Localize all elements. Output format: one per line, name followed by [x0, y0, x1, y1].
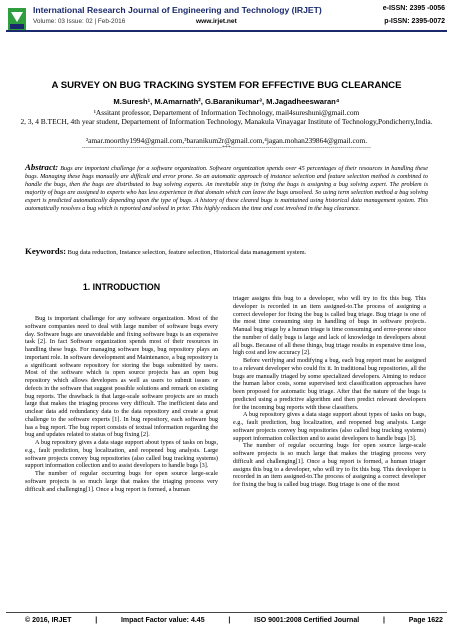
keywords-text: Bug data reduction, Instance selection, feature selection, Historical data management system. [67, 249, 307, 256]
paper-authors: M.Suresh¹, M.Amarnath², G.Baranikumar³, M.Jagadheeswaran⁴ [113, 97, 340, 106]
iso-certification: ISO 9001:2008 Certified Journal [254, 617, 360, 624]
e-issn: e-ISSN: 2395 -0056 [382, 5, 445, 12]
paper-title: A SURVEY ON BUG TRACKING SYSTEM FOR EFFECTIVE BUG CLEARANCE [51, 80, 402, 91]
affiliation-2: 2, 3, 4 B.TECH, 4th year student, Departement of Information Technology, Manakula Vinayagar Institute of Technology,Pondicherry,India. [20, 117, 433, 126]
volume-issue: Volume: 03 Issue: 02 | Feb-2016 [33, 18, 126, 25]
paragraph: The number of regular occurring bugs for open source large-scale software projects is so much large that makes the triaging process very difficult and challenging[1]. Once a bug report is formed, a human triager assigns this bug to a developer, who will try to fix this bug. This developer is recorded in an item assigned-to.The process of assigning a correct developer for fixing the bug is called bug triage. Bug triage is one of the most [233, 442, 426, 488]
author-emails: ²amar.moorthy1994@gmail.com,³baranikum2r@gmail.com,⁴jagan.mohan239864@gmail.com. [85, 136, 368, 145]
copyright: © 2016, IRJET [25, 617, 72, 624]
paragraph: Bug is important challenge for any software organization. Most of the software companies need to deal with large number of software bugs every day. Software bugs are unavoidable and fixing software bugs is an expensive task [2]. In fact Software organization spends most of their resources in handling these bugs. For managing software bugs, bug repository plays an important role. In software development and Maintenance, a bug repository is a significant software repository for storing the bugs submitted by users. Most of the software which is open source projects has an open bug repository which allows developers as well as users to submit issues or defects in the software that suggest possible solutions and remark on existing bug reports. The drawback is that large-scale software projects are so much large that makes the triaging process very difficult. The inefficient data and unclear data add redundancy data to the data repository and create a great challenge to the software experts [1]. In bug repository, each software bug has a bug report. The bug report consists of textual information regarding the bug and updates related to status of bug fixing [2]. [25, 315, 218, 439]
section-heading-introduction: 1. INTRODUCTION [82, 282, 161, 292]
abstract [25, 163, 428, 214]
paragraph: The number of regular occurring bugs for open source large-scale software projects is so much large that makes the triaging process very difficult and challenging[1]. Once a bug report is formed, a human [25, 470, 218, 493]
footer-separator: | [382, 617, 385, 624]
impact-factor: Impact Factor value: 4.45 [120, 617, 205, 624]
keywords-label: Keywords: [25, 246, 67, 256]
separator-line: ---------------------------------------------------------------------***--------------------------------------------------------------------- [81, 145, 372, 151]
abstract-text: Bugs are important challenge for a software organization. Software organization spends over 45 percentages of their resources in handling these bugs. Managing these bugs manually are difficult and error prone. So an automatic approach of instance selection and feature selection method is combined to handle the bugs, then the bugs are distributed to bug solving experts. An inevitable step in fixing the bugs is assigning a bug solving expert. The problem is majority of bugs are assigned to experts who has less experience in that domain which can leave the bugs unsolved. So using term selection method a bug solving expert is predicted automatically depending upon the type of bugs. A history of these cleared bugs is maintained using historical data management system. This automatically resolves a bug which is reported and solved in prior. This highly reduces the time and cost involved in the bug clearance. [25, 165, 429, 213]
affiliation-1: ¹Assitant professor, Departement of Information Technology, mail4sureshuni@gmail.com [93, 108, 360, 117]
header-divider [6, 30, 447, 32]
paragraph: A bug repository gives a data stage support about types of tasks on bugs, e.g., fault prediction, bug localization, and reopened bug analysis. Large software projects convey bug repositories (also called bug tracking systems) support information collection and to assist developers to handle bugs [3]. [233, 411, 426, 442]
footer [25, 617, 443, 624]
right-column [233, 295, 426, 489]
footer-separator: | [228, 617, 231, 624]
footer-divider [6, 612, 447, 613]
page-number: Page 1622 [408, 617, 443, 624]
paragraph: A bug repository gives a data stage support about types of tasks on bugs, e.g., fault prediction, bug localization, and reopened bug analysis. Large software projects convey bug repositories (also called bug tracking systems) support information collection and to assist developers to handle bugs [3]. [25, 439, 218, 470]
left-column [25, 315, 218, 493]
keywords [25, 246, 428, 256]
paragraph: Before verifying and modifying a bug, each bug report must be assigned to a relevant developer who could fix it. In traditional bug repositories, all the bugs are manually triaged by some specialized developers. Aiming to reduce the human labor costs, some supervised text classification approaches have been proposed for automatic bug triage. After that the nature of the bugs is predicted using a predictive algorithm and then predict relevant developers for the incoming bug reports with these classifiers. [233, 357, 426, 411]
p-issn: p-ISSN: 2395-0072 [384, 18, 445, 25]
abstract-label: Abstract: [25, 162, 59, 172]
journal-title: International Research Journal of Engineering and Technology (IRJET) [33, 5, 322, 15]
paragraph: triager assigns this bug to a developer, who will try to fix this bug. This developer is recorded in an item assigned-to.The process of assigning a correct developer for fixing the bug is called bug triage. Bug triage is one of the most time consuming step in handling of bugs in software projects. Manual bug triage by a human triage is time consuming and error-prone since the number of daily bugs is large and lack of knowledge in developers about all bugs. Because of all these things, bug triage results in expensive time loss, high cost and low accuracy [2]. [233, 295, 426, 357]
journal-website[interactable]: www.irjet.net [196, 18, 237, 25]
footer-separator: | [95, 617, 98, 624]
